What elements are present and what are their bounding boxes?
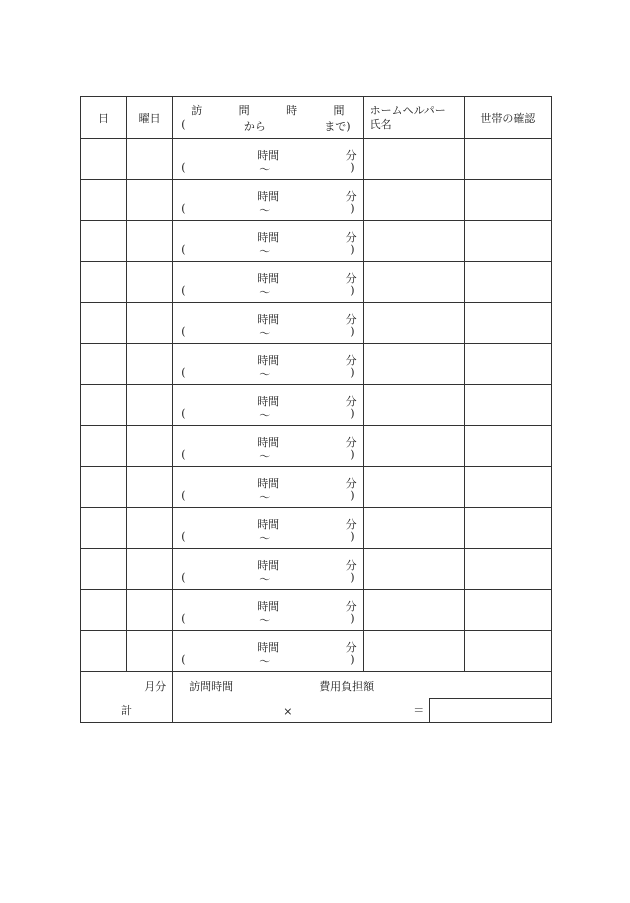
paren-open: ( — [181, 653, 186, 666]
helper-name-cell[interactable] — [363, 303, 464, 344]
visit-row — [81, 508, 552, 549]
household-confirm-cell[interactable] — [464, 590, 551, 631]
visit-time-cell[interactable] — [173, 303, 363, 344]
day-cell[interactable] — [81, 262, 127, 303]
weekday-cell[interactable] — [127, 139, 173, 180]
paren-open: ( — [181, 612, 186, 625]
visit-time-cell[interactable] — [173, 590, 363, 631]
hours-label: 時間 — [257, 600, 280, 613]
visit-time-cell[interactable] — [173, 508, 363, 549]
weekday-header-label: 曜日 — [138, 111, 161, 125]
household-confirm-cell[interactable] — [464, 344, 551, 385]
minutes-label: 分 — [345, 477, 357, 490]
weekday-cell[interactable] — [127, 385, 173, 426]
household-confirm-label: 世帯の確認 — [480, 111, 536, 125]
weekday-cell[interactable] — [127, 631, 173, 672]
day-cell[interactable] — [81, 344, 127, 385]
visit-row — [81, 549, 552, 590]
tilde: 〜 — [259, 614, 271, 627]
times-sign: × — [283, 705, 293, 718]
helper-name-cell[interactable] — [363, 508, 464, 549]
hours-label: 時間 — [257, 149, 280, 162]
paren-close: ) — [350, 448, 355, 461]
visit-time-cell[interactable] — [173, 426, 363, 467]
visit-time-title — [173, 102, 362, 118]
paren-open: ( — [181, 448, 186, 461]
paren-open: ( — [181, 161, 186, 174]
total-label: 計 — [121, 704, 132, 717]
helper-name-cell[interactable] — [363, 426, 464, 467]
visit-time-cell[interactable] — [173, 631, 363, 672]
tilde: 〜 — [259, 204, 271, 217]
weekday-cell[interactable] — [127, 467, 173, 508]
weekday-cell[interactable] — [127, 180, 173, 221]
visit-time-cell[interactable] — [173, 467, 363, 508]
day-cell[interactable] — [81, 631, 127, 672]
tilde: 〜 — [259, 368, 271, 381]
paren-open: ( — [181, 571, 186, 584]
day-cell[interactable] — [81, 221, 127, 262]
household-confirm-cell[interactable] — [464, 426, 551, 467]
paren-close: ) — [350, 284, 355, 297]
hours-label: 時間 — [257, 436, 280, 449]
day-header — [81, 97, 127, 139]
minutes-label: 分 — [345, 436, 357, 449]
visit-row — [81, 631, 552, 672]
weekday-header — [127, 97, 173, 139]
household-confirm-cell[interactable] — [464, 385, 551, 426]
paren-close: ) — [350, 202, 355, 215]
weekday-cell[interactable] — [127, 303, 173, 344]
months-minutes-label: 月分 — [144, 680, 167, 693]
minutes-label: 分 — [345, 395, 357, 408]
tilde: 〜 — [259, 163, 271, 176]
minutes-label: 分 — [345, 272, 357, 285]
paren-close: ) — [350, 407, 355, 420]
helper-header-line1: ホームヘルパー — [369, 103, 446, 117]
visit-row — [81, 590, 552, 631]
hours-label: 時間 — [257, 190, 280, 203]
paren-close: ) — [350, 325, 355, 338]
visit-time-cell[interactable] — [173, 262, 363, 303]
tilde: 〜 — [259, 286, 271, 299]
paren-close: ) — [350, 161, 355, 174]
paren-close: ) — [350, 530, 355, 543]
visit-row — [81, 426, 552, 467]
day-cell[interactable] — [81, 426, 127, 467]
hours-label: 時間 — [257, 518, 280, 531]
day-cell[interactable] — [81, 180, 127, 221]
tilde: 〜 — [259, 327, 271, 340]
helper-name-cell[interactable] — [363, 631, 464, 672]
paren-open: ( — [181, 489, 186, 502]
paren-close: ) — [350, 366, 355, 379]
day-cell[interactable] — [81, 385, 127, 426]
helper-name-cell[interactable] — [363, 549, 464, 590]
hours-label: 時間 — [257, 395, 280, 408]
minutes-label: 分 — [345, 641, 357, 654]
tilde: 〜 — [259, 491, 271, 504]
helper-name-cell[interactable] — [363, 180, 464, 221]
household-confirm-cell[interactable] — [464, 221, 551, 262]
visit-time-cell[interactable] — [173, 344, 363, 385]
total-label-cell — [81, 672, 173, 723]
minutes-label: 分 — [345, 518, 357, 531]
range-from: から — [243, 119, 266, 133]
weekday-cell[interactable] — [127, 590, 173, 631]
household-confirm-cell[interactable] — [464, 631, 551, 672]
paren-close: ) — [350, 653, 355, 666]
visit-row — [81, 180, 552, 221]
tilde: 〜 — [259, 573, 271, 586]
visit-time-char: 訪 — [191, 103, 203, 117]
visit-time-char: 時 — [286, 103, 298, 117]
household-confirm-cell[interactable] — [464, 139, 551, 180]
hours-label: 時間 — [257, 354, 280, 367]
visit-time-cell[interactable] — [173, 221, 363, 262]
weekday-cell[interactable] — [127, 344, 173, 385]
tilde: 〜 — [259, 532, 271, 545]
paren-open: ( — [181, 530, 186, 543]
minutes-label: 分 — [345, 354, 357, 367]
minutes-label: 分 — [345, 600, 357, 613]
tilde: 〜 — [259, 409, 271, 422]
weekday-cell[interactable] — [127, 426, 173, 467]
hours-label: 時間 — [257, 272, 280, 285]
visit-row — [81, 467, 552, 508]
visit-row — [81, 262, 552, 303]
visit-row — [81, 344, 552, 385]
visit-time-char: 間 — [333, 103, 345, 117]
day-header-label: 日 — [98, 111, 110, 125]
visit-time-char: 問 — [238, 103, 250, 117]
visit-time-header — [173, 97, 363, 139]
visit-time-range — [173, 118, 362, 134]
day-cell[interactable] — [81, 590, 127, 631]
helper-name-cell[interactable] — [363, 385, 464, 426]
fee-amount-field[interactable] — [429, 698, 552, 723]
range-open: ( — [181, 117, 186, 131]
visit-row — [81, 385, 552, 426]
helper-name-cell[interactable] — [363, 221, 464, 262]
household-confirm-cell[interactable] — [464, 508, 551, 549]
household-confirm-cell[interactable] — [464, 180, 551, 221]
hours-label: 時間 — [257, 313, 280, 326]
fee-label: 費用負担額 — [319, 680, 375, 693]
household-confirm-header — [464, 97, 551, 139]
hours-label: 時間 — [257, 641, 280, 654]
paren-open: ( — [181, 243, 186, 256]
visit-row — [81, 303, 552, 344]
paren-open: ( — [181, 407, 186, 420]
minutes-label: 分 — [345, 149, 357, 162]
tilde: 〜 — [259, 450, 271, 463]
paren-open: ( — [181, 284, 186, 297]
visit-time-cell[interactable] — [173, 139, 363, 180]
weekday-cell[interactable] — [127, 549, 173, 590]
minutes-label: 分 — [345, 313, 357, 326]
range-to: まで) — [324, 119, 351, 133]
minutes-label: 分 — [345, 559, 357, 572]
minutes-label: 分 — [345, 190, 357, 203]
paren-close: ) — [350, 571, 355, 584]
helper-name-cell[interactable] — [363, 262, 464, 303]
paren-open: ( — [181, 325, 186, 338]
visit-row — [81, 221, 552, 262]
household-confirm-cell[interactable] — [464, 467, 551, 508]
equals-sign: ＝ — [413, 704, 425, 717]
helper-name-cell[interactable] — [363, 344, 464, 385]
tilde: 〜 — [259, 245, 271, 258]
visit-record-table — [80, 96, 552, 723]
helper-header-line2: 氏名 — [369, 117, 392, 131]
paren-close: ) — [350, 612, 355, 625]
hours-label: 時間 — [257, 559, 280, 572]
weekday-cell[interactable] — [127, 221, 173, 262]
visit-row — [81, 139, 552, 180]
household-confirm-cell[interactable] — [464, 262, 551, 303]
paren-close: ) — [350, 489, 355, 502]
day-cell[interactable] — [81, 303, 127, 344]
household-confirm-cell[interactable] — [464, 303, 551, 344]
day-cell[interactable] — [81, 549, 127, 590]
visit-time-cell[interactable] — [173, 385, 363, 426]
visit-time-total-label: 訪問時間 — [189, 680, 234, 693]
hours-label: 時間 — [257, 477, 280, 490]
paren-open: ( — [181, 202, 186, 215]
day-cell[interactable] — [81, 508, 127, 549]
paren-open: ( — [181, 366, 186, 379]
visit-time-cell[interactable] — [173, 180, 363, 221]
helper-name-cell[interactable] — [363, 139, 464, 180]
helper-name-header — [363, 97, 464, 139]
tilde: 〜 — [259, 655, 271, 668]
day-cell[interactable] — [81, 467, 127, 508]
weekday-cell[interactable] — [127, 508, 173, 549]
day-cell[interactable] — [81, 139, 127, 180]
household-confirm-cell[interactable] — [464, 549, 551, 590]
helper-name-cell[interactable] — [363, 467, 464, 508]
hours-label: 時間 — [257, 231, 280, 244]
helper-name-cell[interactable] — [363, 590, 464, 631]
total-row — [81, 672, 552, 723]
minutes-label: 分 — [345, 231, 357, 244]
visit-time-cell[interactable] — [173, 549, 363, 590]
total-calc-cell — [173, 672, 552, 723]
header-row — [81, 97, 552, 139]
paren-close: ) — [350, 243, 355, 256]
weekday-cell[interactable] — [127, 262, 173, 303]
